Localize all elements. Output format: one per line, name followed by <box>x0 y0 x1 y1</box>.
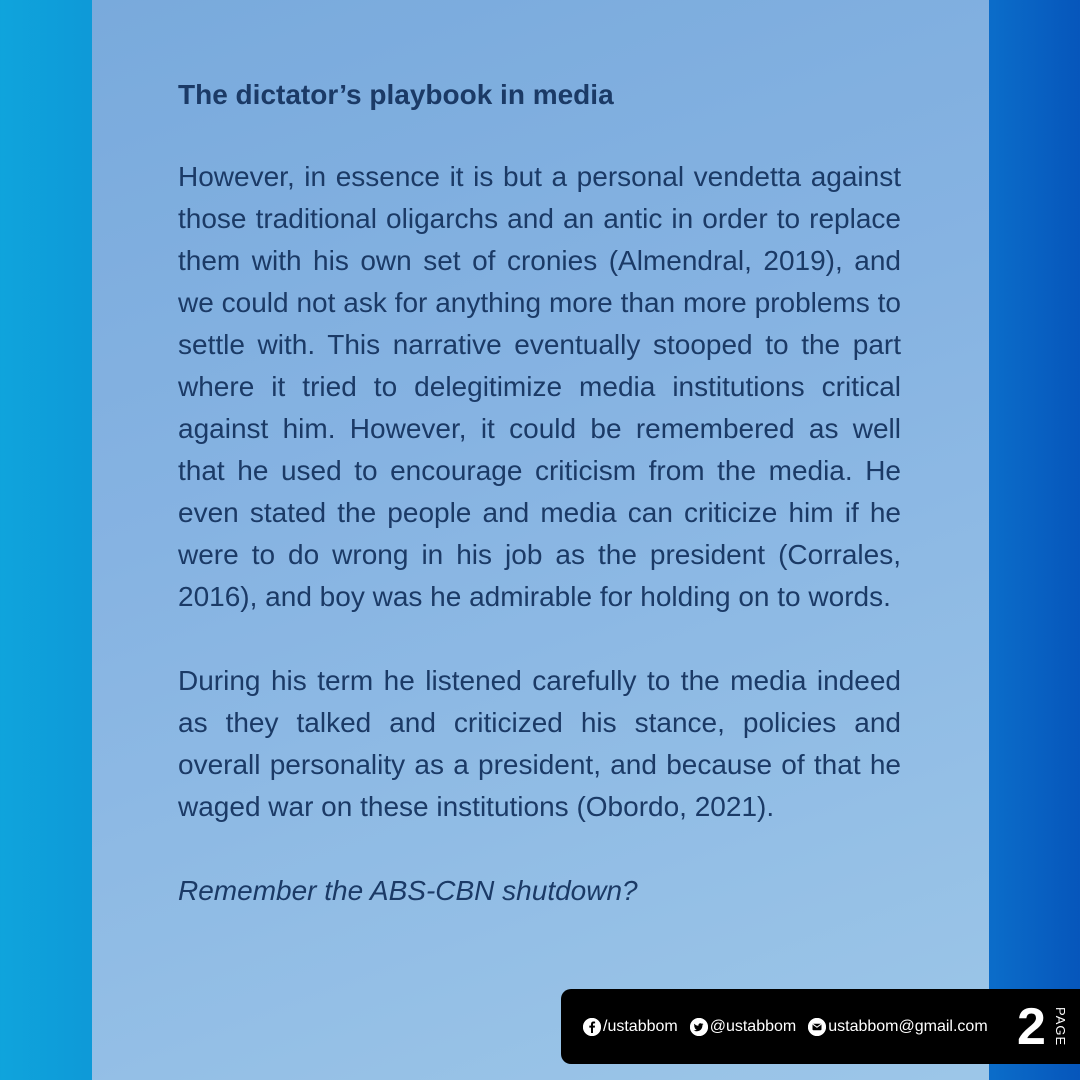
mail-icon <box>808 1018 826 1036</box>
article-paragraph-2: During his term he listened carefully to the media indeed as they talked and criticized his stance, policies and overall personality as a president, and because of that he waged war on these institutions (Obordo, 2021). <box>178 665 901 822</box>
article-closing-question: Remember the ABS-CBN shutdown? <box>178 875 638 906</box>
social-links <box>583 989 1000 1064</box>
email-link[interactable] <box>808 1018 987 1036</box>
footer-bar <box>561 989 1080 1064</box>
twitter-handle: @ustabbom <box>709 1017 797 1035</box>
facebook-handle: /ustabbom <box>603 1017 678 1035</box>
facebook-icon <box>583 1018 601 1036</box>
twitter-link[interactable] <box>690 1018 797 1036</box>
page-label: PAGE <box>1053 1007 1068 1047</box>
article-heading: The dictator’s playbook in media <box>178 79 614 110</box>
facebook-link[interactable] <box>583 1018 678 1036</box>
twitter-icon <box>690 1018 708 1036</box>
article <box>178 72 901 912</box>
article-paragraph-1: However, in essence it is but a personal vendetta against those traditional oligarchs and an antic in order to replace them with his own set of cronies (Almendral, 2019), and we could not ask for anything more than more problems to settle with. This narrative eventually stooped to the part where it tried to delegitimize media institutions critical against him. However, it could be remembered as well that he used to encourage criticism from the media. He even stated the people and media can criticize him if he were to do wrong in his job as the president (Corrales, 2016), and boy was he admirable for holding on to words. <box>178 161 901 612</box>
email-address: ustabbom@gmail.com <box>828 1017 988 1035</box>
page-number: 2 <box>1017 998 1046 1056</box>
